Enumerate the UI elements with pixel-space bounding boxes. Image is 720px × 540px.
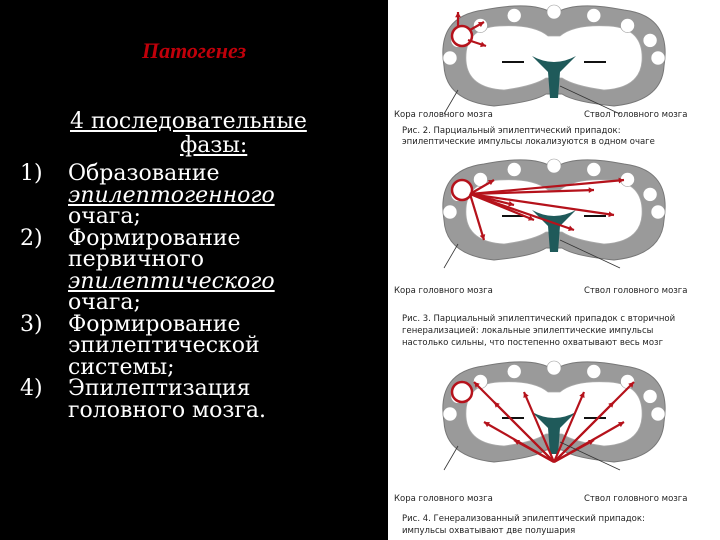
gyrus bbox=[651, 407, 665, 421]
phase-text-line: Формирование bbox=[68, 225, 241, 251]
phase-text-line: системы; bbox=[68, 354, 175, 380]
figure-panel bbox=[388, 0, 720, 540]
figure-caption: импульсы охватывают две полушария bbox=[402, 526, 576, 536]
gyrus bbox=[547, 361, 561, 375]
label-stem: Ствол головного мозга bbox=[584, 110, 688, 120]
phase-text bbox=[68, 311, 260, 380]
epileptic-focus bbox=[452, 180, 472, 200]
phase-text-line: эпилептического bbox=[68, 268, 275, 294]
gyrus bbox=[587, 9, 601, 23]
label-cortex: Кора головного мозга bbox=[394, 110, 493, 120]
gyrus bbox=[643, 389, 657, 403]
phase-number: 4) bbox=[20, 376, 43, 401]
phase-text-line: Формирование bbox=[68, 311, 241, 337]
phase-text-line: эпилептогенного bbox=[68, 182, 275, 208]
pointer-line bbox=[444, 446, 458, 470]
arrowhead bbox=[455, 12, 461, 17]
figure-caption: генерализацией: локальные эпилептические импульсы bbox=[402, 326, 654, 336]
phase-number: 1) bbox=[20, 161, 43, 186]
phase-item bbox=[20, 311, 380, 380]
gyrus bbox=[507, 163, 521, 177]
gyrus bbox=[621, 18, 635, 32]
gyrus bbox=[547, 5, 561, 19]
label-cortex: Кора головного мозга bbox=[394, 494, 493, 504]
gyrus bbox=[443, 205, 457, 219]
gyrus bbox=[507, 365, 521, 379]
phase-text-line: очага; bbox=[68, 204, 141, 229]
phase-item bbox=[20, 378, 380, 421]
phases-heading bbox=[70, 110, 370, 158]
gyrus bbox=[587, 365, 601, 379]
figure-caption: Рис. 3. Парциальный эпилептический припадок с вторичной bbox=[402, 314, 676, 324]
gyrus bbox=[651, 205, 665, 219]
phase-item bbox=[20, 163, 380, 228]
label-stem: Ствол головного мозга bbox=[584, 494, 688, 504]
phase-text bbox=[68, 378, 266, 421]
figure-caption: Рис. 2. Парциальный эпилептический припадок: bbox=[402, 126, 621, 136]
gyrus bbox=[547, 159, 561, 173]
label-cortex: Кора головного мозга bbox=[394, 286, 493, 296]
gyrus bbox=[507, 9, 521, 23]
gyrus bbox=[643, 33, 657, 47]
phase-number: 3) bbox=[20, 311, 43, 337]
gyrus bbox=[643, 187, 657, 201]
gyrus bbox=[443, 51, 457, 65]
phases-heading-line2: фазы: bbox=[180, 133, 248, 158]
phase-text bbox=[68, 163, 275, 228]
phase-text bbox=[68, 225, 275, 315]
phase-text-line: эпилептической bbox=[68, 333, 260, 358]
phase-text-line: Эпилептизация bbox=[68, 376, 251, 401]
brain-figures bbox=[388, 0, 720, 540]
gyrus bbox=[443, 407, 457, 421]
epileptic-focus bbox=[452, 382, 472, 402]
gyrus bbox=[651, 51, 665, 65]
phase-item bbox=[20, 225, 380, 315]
epileptic-focus bbox=[452, 26, 472, 46]
figure-caption: Рис. 4. Генерализованный эпилептический припадок: bbox=[402, 514, 645, 524]
figure-caption: эпилептические импульсы локализуются в одном очаге bbox=[402, 137, 655, 147]
label-stem: Ствол головного мозга bbox=[584, 286, 688, 296]
phase-text-line: очага; bbox=[68, 290, 141, 315]
phase-text-line: первичного bbox=[68, 247, 205, 272]
slide-title: Патогенез bbox=[141, 38, 247, 63]
phases-heading-line1: 4 последовательные bbox=[70, 109, 307, 134]
phase-text-line: Образование bbox=[68, 161, 220, 186]
pointer-line bbox=[444, 244, 458, 268]
gyrus bbox=[587, 163, 601, 177]
phase-list bbox=[20, 163, 380, 421]
phase-number: 2) bbox=[20, 225, 43, 251]
figure-caption: настолько сильны, что постепенно охватывают весь мозг bbox=[402, 338, 664, 348]
phase-text-line: головного мозга. bbox=[68, 397, 267, 423]
